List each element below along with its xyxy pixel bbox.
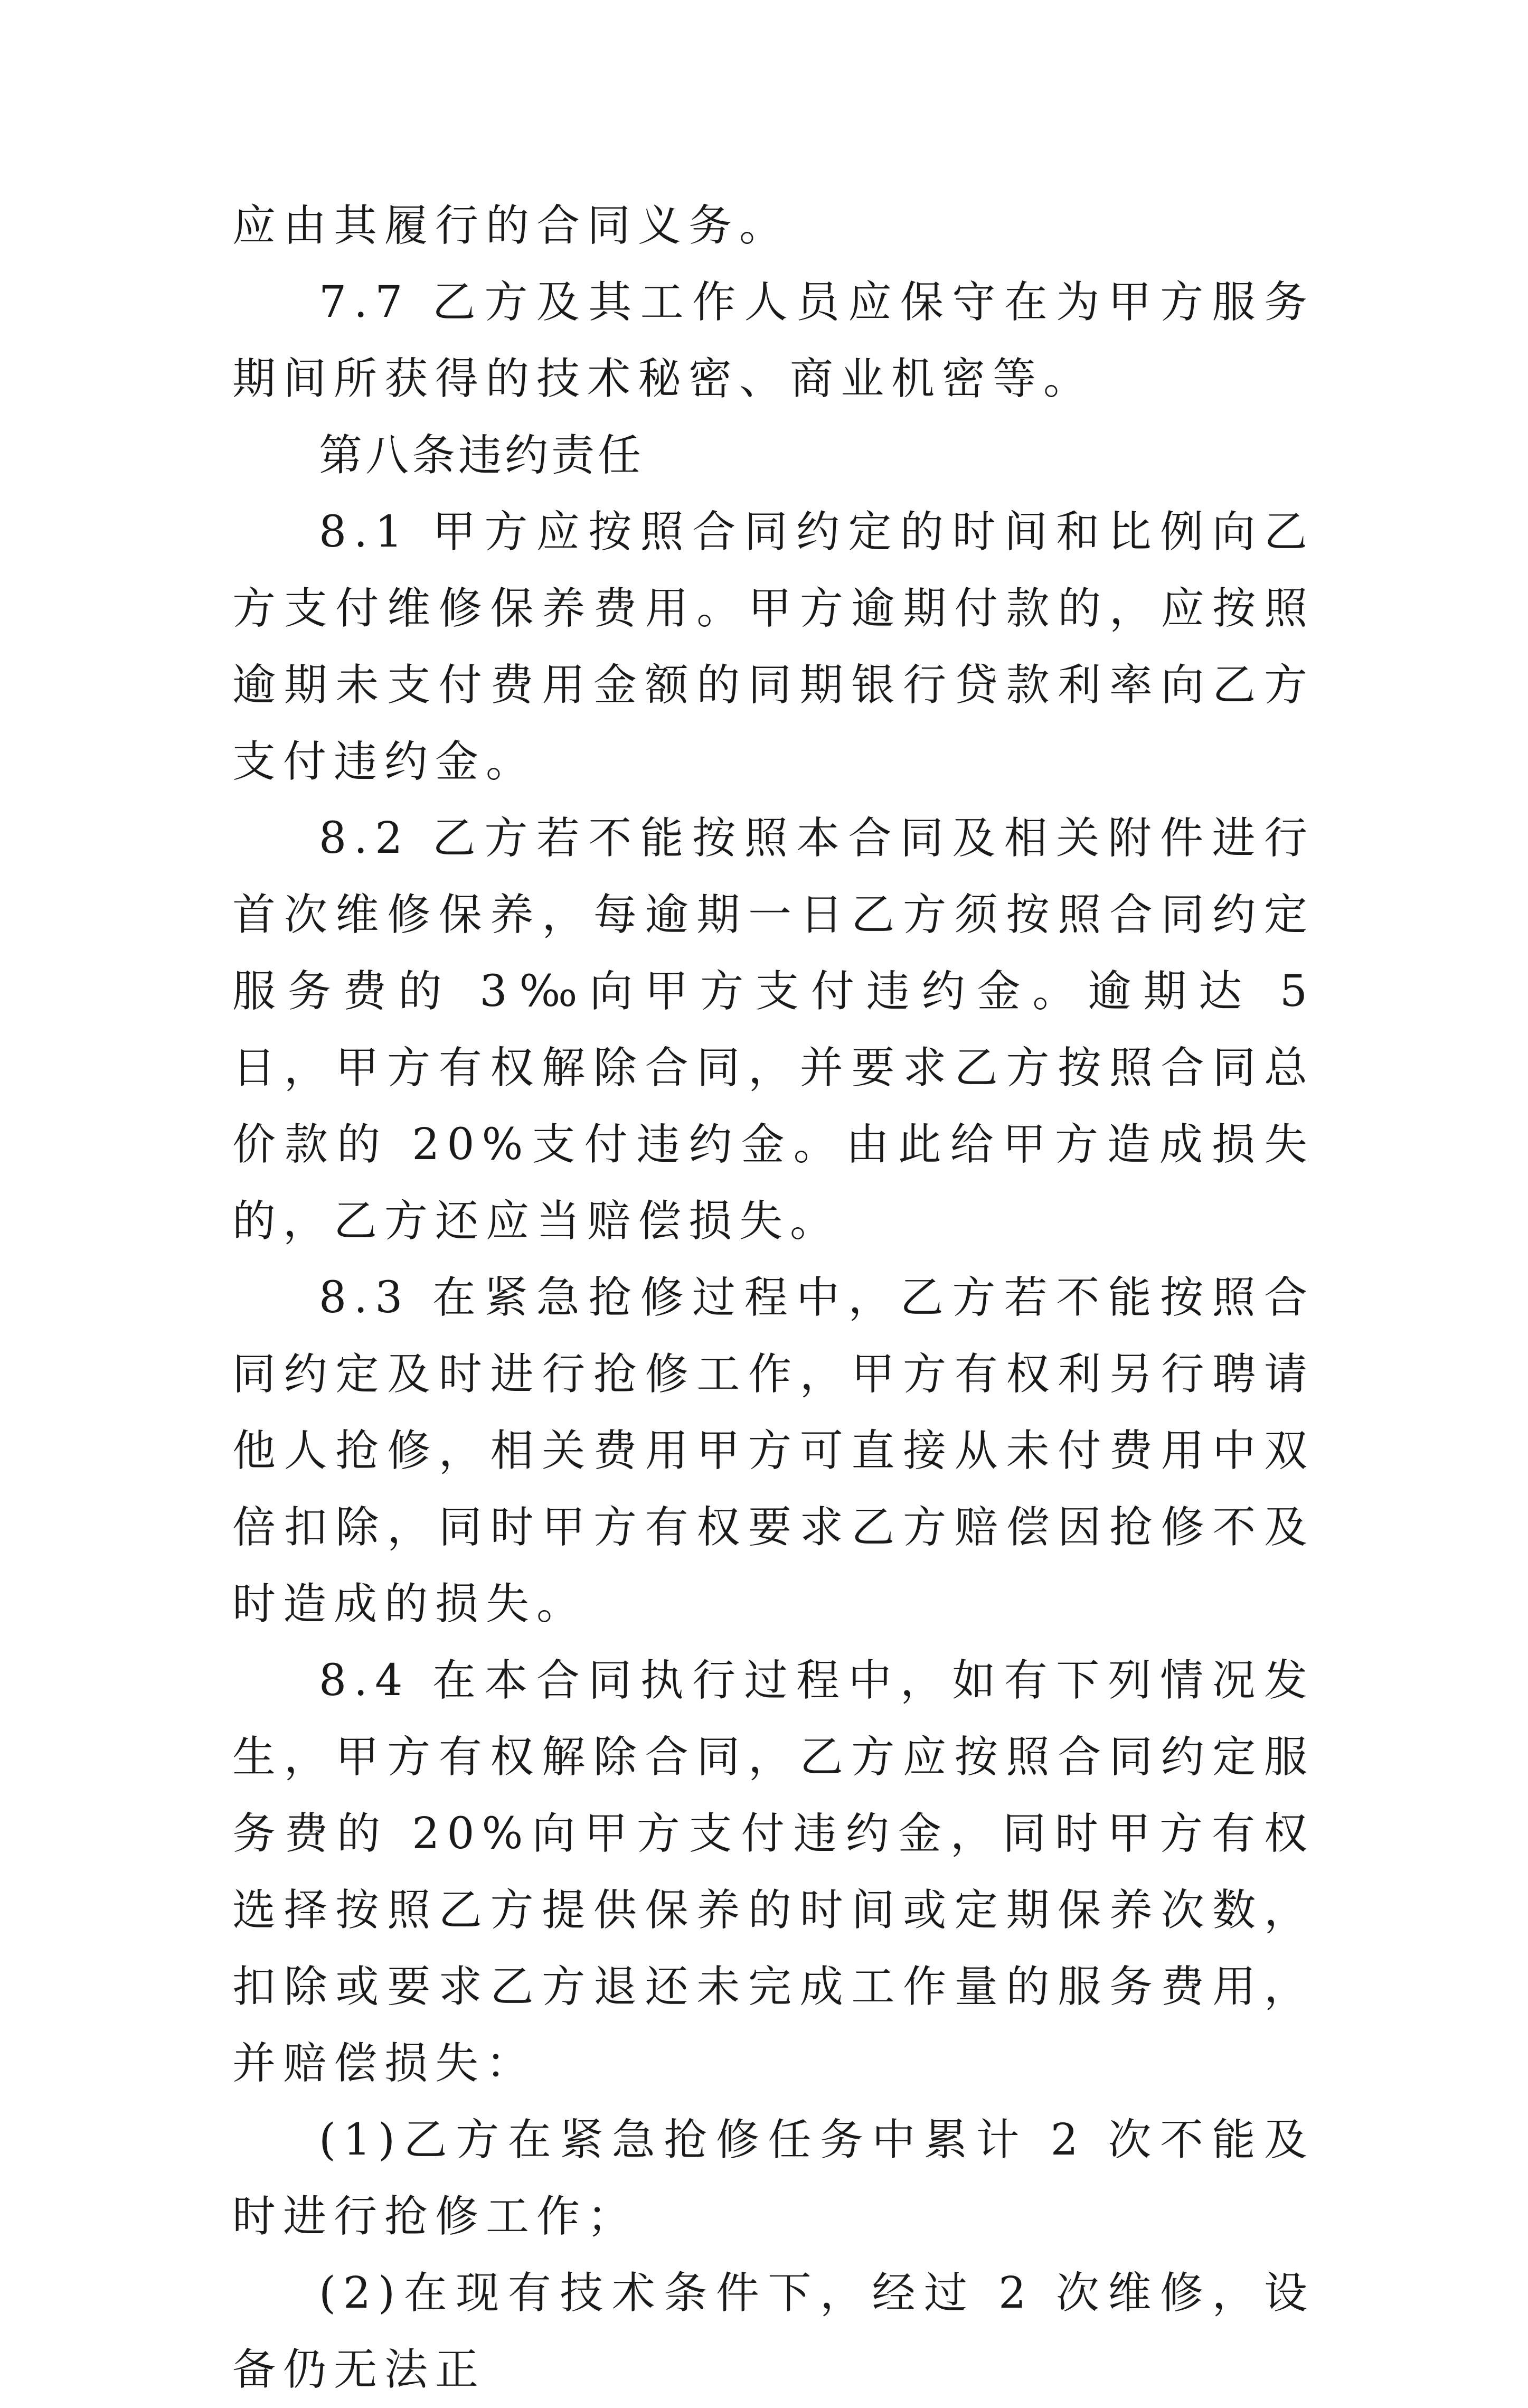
- list-item-1: (1)乙方在紧急抢修任务中累计 2 次不能及时进行抢修工作；: [232, 2115, 1315, 2242]
- clause-8-1: 8.1 甲方应按照合同约定的时间和比例向乙方支付维修保养费用。甲方逾期付款的，应按照逾期未支付费用金额的同期银行贷款利率向乙方支付违约金。: [232, 507, 1315, 787]
- section-heading-article-8: 第八条违约责任: [319, 430, 645, 481]
- document-body: [232, 187, 1315, 2408]
- clause-8-3: 8.3 在紧急抢修过程中，乙方若不能按照合同约定及时进行抢修工作，甲方有权利另行聘请他人抢修，相关费用甲方可直接从未付费用中双倍扣除，同时甲方有权要求乙方赔偿因抢修不及时造成的损失。: [232, 1273, 1315, 1629]
- clause-8-4: 8.4 在本合同执行过程中，如有下列情况发生，甲方有权解除合同，乙方应按照合同约定服务费的 20%向甲方支付违约金，同时甲方有权选择按照乙方提供保养的时间或定期保养次数，扣除或要求乙方退还未完成工作量的服务费用，并赔偿损失：: [232, 1656, 1315, 2089]
- paragraph-continuation: 应由其履行的合同义务。: [232, 201, 790, 251]
- clause-8-2: 8.2 乙方若不能按照本合同及相关附件进行首次维修保养，每逾期一日乙方须按照合同约定服务费的 3‰向甲方支付违约金。逾期达 5 日，甲方有权解除合同，并要求乙方按照合同总价款的 20%支付违约金。由此给甲方造成损失的，乙方还应当赔偿损失。: [232, 813, 1315, 1246]
- clause-7-7: 7.7 乙方及其工作人员应保守在为甲方服务期间所获得的技术秘密、商业机密等。: [232, 277, 1315, 404]
- list-item-2: (2)在现有技术条件下，经过 2 次维修，设备仍无法正: [232, 2268, 1315, 2395]
